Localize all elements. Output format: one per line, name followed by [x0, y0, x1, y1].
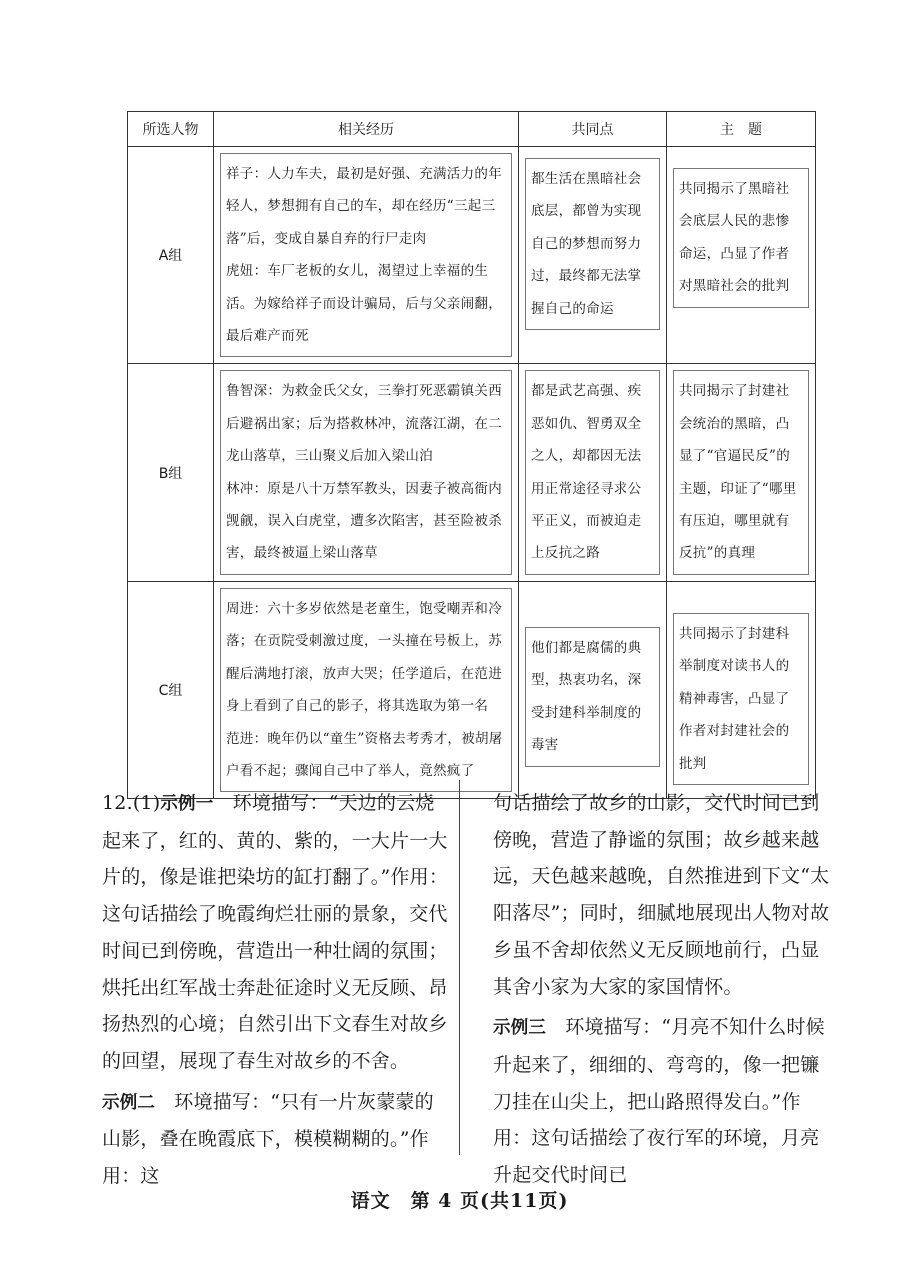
answer-right-column: [493, 785, 833, 1194]
group-label: A组: [128, 147, 214, 364]
column-divider: [459, 780, 460, 1155]
experience-text: 周进：六十多岁依然是老童生，饱受嘲弄和冷落；在贡院受刺激过度，一头撞在号板上，苏醒后满地打滚，放声大哭；任学道后，在范进身上看到了自己的影子，将其选取为第一名: [226, 600, 502, 715]
character-summary-table: [127, 111, 816, 799]
theme-text: 共同揭示了封建社会统治的黑暗，凸显了“官逼民反”的主题，印证了“哪里有压迫，哪里就有反抗”的真理: [679, 383, 797, 562]
experience-text: 范进：晚年仍以“童生”资格去考秀才，被胡屠户看不起；骤闻自己中了举人，竟然疯了: [226, 730, 503, 779]
example-two-continued: 句话描绘了故乡的山影，交代时间已到傍晚，营造了静谧的氛围；故乡越来越远，天色越来越晚，自然推进到下文“太阳落尽”；同时，细腻地展现出人物对故乡虽不舍却依然义无反顾地前行，凸显其舍小家为大家的家国情怀。: [493, 792, 830, 998]
summary-table-container: [127, 111, 815, 799]
theme-text: 共同揭示了黑暗社会底层人民的悲惨命运，凸显了作者对黑暗社会的批判: [679, 181, 790, 295]
header-experiences: 相关经历: [214, 112, 519, 147]
table-row-group-a: [128, 147, 816, 364]
header-characters: 所选人物: [128, 112, 214, 147]
common-point-cell: [525, 627, 660, 767]
common-point-cell: [525, 158, 660, 330]
experience-cell: [220, 370, 512, 574]
theme-cell: [673, 168, 809, 308]
table-row-group-c: [128, 581, 816, 798]
theme-cell: [673, 370, 809, 574]
theme-text: 共同揭示了封建科举制度对读书人的精神毒害，凸显了作者对封建社会的批判: [679, 625, 790, 772]
group-label: C组: [128, 581, 214, 798]
experience-text: 虎妞：车厂老板的女儿，渴望过上幸福的生活。为嫁给祥子而设计骗局，后与父亲闹翻，最后难产而死: [226, 263, 502, 345]
common-point-text: 都生活在黑暗社会底层，都曾为实现自己的梦想而努力过，最终都无法掌握自己的命运: [531, 171, 642, 317]
example-two: [102, 1084, 452, 1195]
experience-cell: [220, 588, 512, 792]
example-one-label: 示例一: [160, 794, 214, 814]
page-footer: 语文 第 4 页(共11页): [350, 1190, 569, 1212]
common-point-text: 都是武艺高强、疾恶如仇、智勇双全之人，却都因无法用正常途径寻求公平正义，而被迫走上反抗之路: [531, 383, 642, 562]
group-label: B组: [128, 364, 214, 581]
example-three: [493, 1009, 833, 1194]
example-two-label: 示例二: [102, 1092, 156, 1113]
example-three-label: 示例三: [493, 1018, 547, 1039]
question-number: 12.(1): [102, 792, 161, 814]
example-one-text: 环境描写：“天边的云烧起来了，红的、黄的、紫的，一大片一大片的，像是谁把染坊的缸打翻了。”作用：这句话描绘了晚霞绚烂壮丽的景象，交代时间已到傍晚，营造出一种壮阔的氛围；烘托出红军战士奔赴征途时义无反顾、昂扬热烈的心境；自然引出下文春生对故乡的回望，展现了春生对故乡的不舍。: [102, 792, 449, 1072]
experience-text: 林冲：原是八十万禁军教头，因妻子被高衙内觊觎，误入白虎堂，遭多次陷害，甚至险被杀害，最终被逼上梁山落草: [226, 480, 502, 562]
common-point-cell: [525, 370, 660, 574]
header-theme: 主 题: [667, 112, 816, 147]
experience-text: 鲁智深：为救金氏父女，三拳打死恶霸镇关西后避祸出家；后为搭救林冲，流落江湖，在二龙山落草，三山聚义后加入梁山泊: [226, 383, 502, 465]
example-three-text: 环境描写：“月亮不知什么时候升起来了，细细的、弯弯的，像一把镰刀挂在山尖上，把山路照得发白。”作用：这句话描绘了夜行军的环境，月亮升起交代时间已: [493, 1016, 825, 1187]
experience-text: 祥子：人力车夫，最初是好强、充满活力的年轻人，梦想拥有自己的车，却在经历“三起三落”后，变成自暴自弃的行尸走肉: [226, 166, 502, 247]
table-header-row: [128, 112, 816, 147]
common-point-text: 他们都是腐儒的典型，热衷功名，深受封建科举制度的毒害: [531, 639, 642, 754]
table-row-group-b: [128, 364, 816, 581]
experience-cell: [220, 153, 512, 357]
theme-cell: [673, 613, 809, 785]
example-one: [102, 785, 452, 1080]
answer-left-column: [102, 785, 452, 1195]
example-two-text: 环境描写：“只有一片灰蒙蒙的山影，叠在晚霞底下，模模糊糊的。”作用：这: [102, 1090, 434, 1188]
header-common-points: 共同点: [519, 112, 667, 147]
